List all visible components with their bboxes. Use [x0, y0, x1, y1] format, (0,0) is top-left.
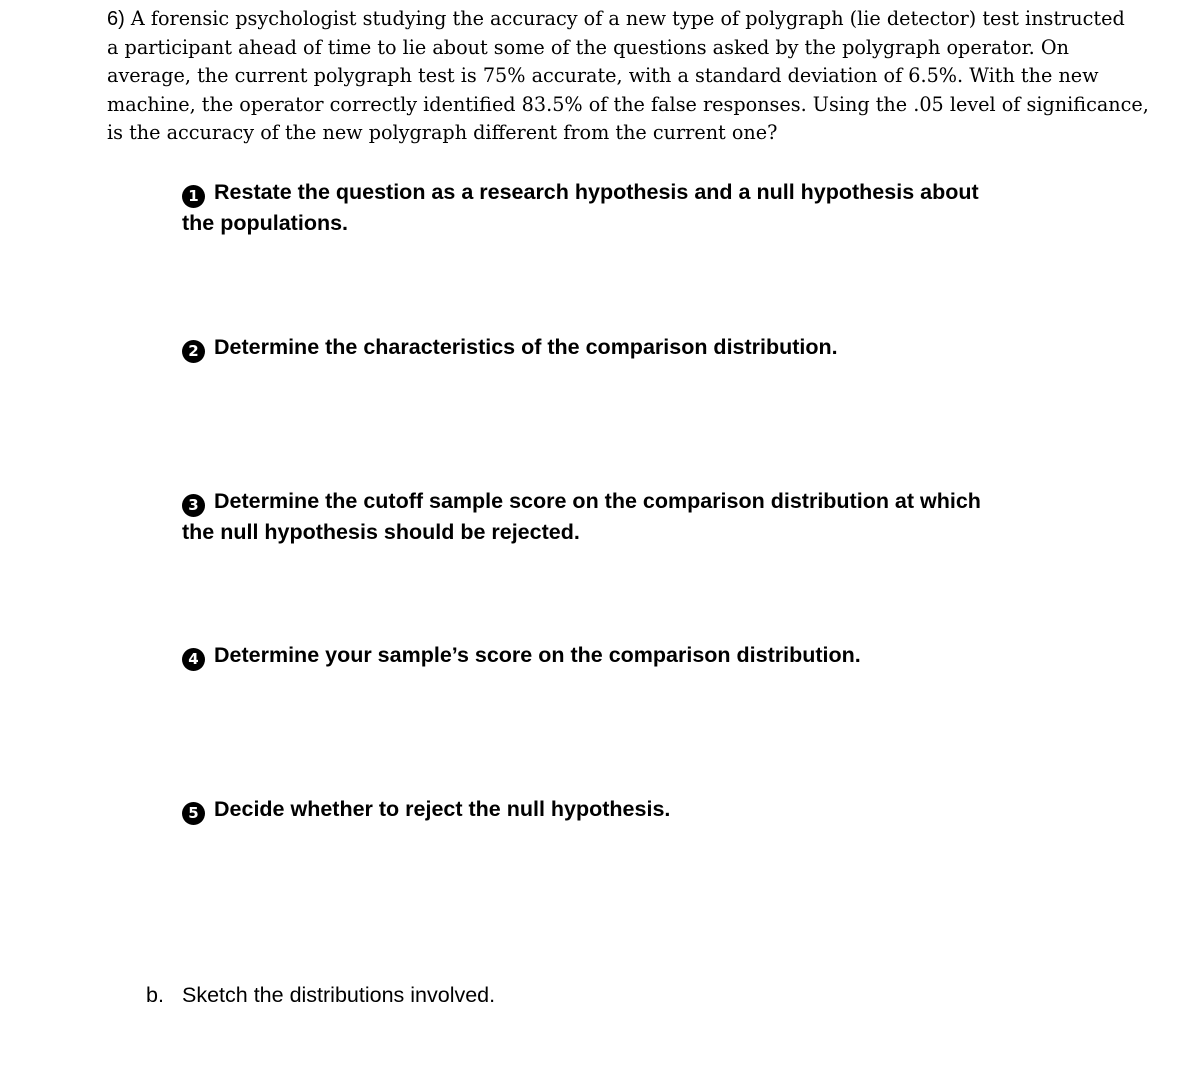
step-number-badge: 5	[182, 802, 205, 825]
problem-text-line: average, the current polygraph test is 75% accurate, with a standard deviation of 6.5%. With the new	[107, 64, 1099, 88]
step-3	[182, 486, 1062, 548]
step-number-badge: 2	[182, 340, 205, 363]
problem-text-line: machine, the operator correctly identified 83.5% of the false responses. Using the .05 level of significance,	[107, 92, 1149, 116]
problem-statement	[107, 5, 1149, 148]
step-text: Decide whether to reject the null hypothesis.	[214, 797, 671, 821]
step-text: the populations.	[182, 211, 349, 235]
subpart-text: Sketch the distributions involved.	[182, 983, 496, 1007]
step-2	[182, 332, 1062, 363]
problem-text-line: is the accuracy of the new polygraph different from the current one?	[107, 121, 778, 145]
step-text: Determine the characteristics of the comparison distribution.	[214, 335, 838, 359]
step-1	[182, 177, 1062, 239]
problem-text-line: A forensic psychologist studying the accuracy of a new type of polygraph (lie detector) test instructed	[130, 7, 1125, 30]
step-text: Determine the cutoff sample score on the comparison distribution at which	[214, 489, 981, 513]
problem-line-1	[107, 5, 1125, 34]
step-number-badge: 1	[182, 185, 205, 208]
step-text: Restate the question as a research hypothesis and a null hypothesis about	[214, 180, 979, 204]
step-text: Determine your sample’s score on the comparison distribution.	[214, 643, 861, 667]
step-number-badge: 4	[182, 648, 205, 671]
problem-text-line: a participant ahead of time to lie about some of the questions asked by the polygraph operator. On	[107, 35, 1069, 59]
step-number-badge: 3	[182, 494, 205, 517]
step-4	[182, 640, 1062, 671]
problem-number: 6)	[107, 8, 125, 30]
step-text: the null hypothesis should be rejected.	[182, 520, 580, 544]
subpart-letter: b.	[146, 983, 164, 1007]
step-5	[182, 794, 1062, 825]
subpart-b	[146, 980, 495, 1010]
